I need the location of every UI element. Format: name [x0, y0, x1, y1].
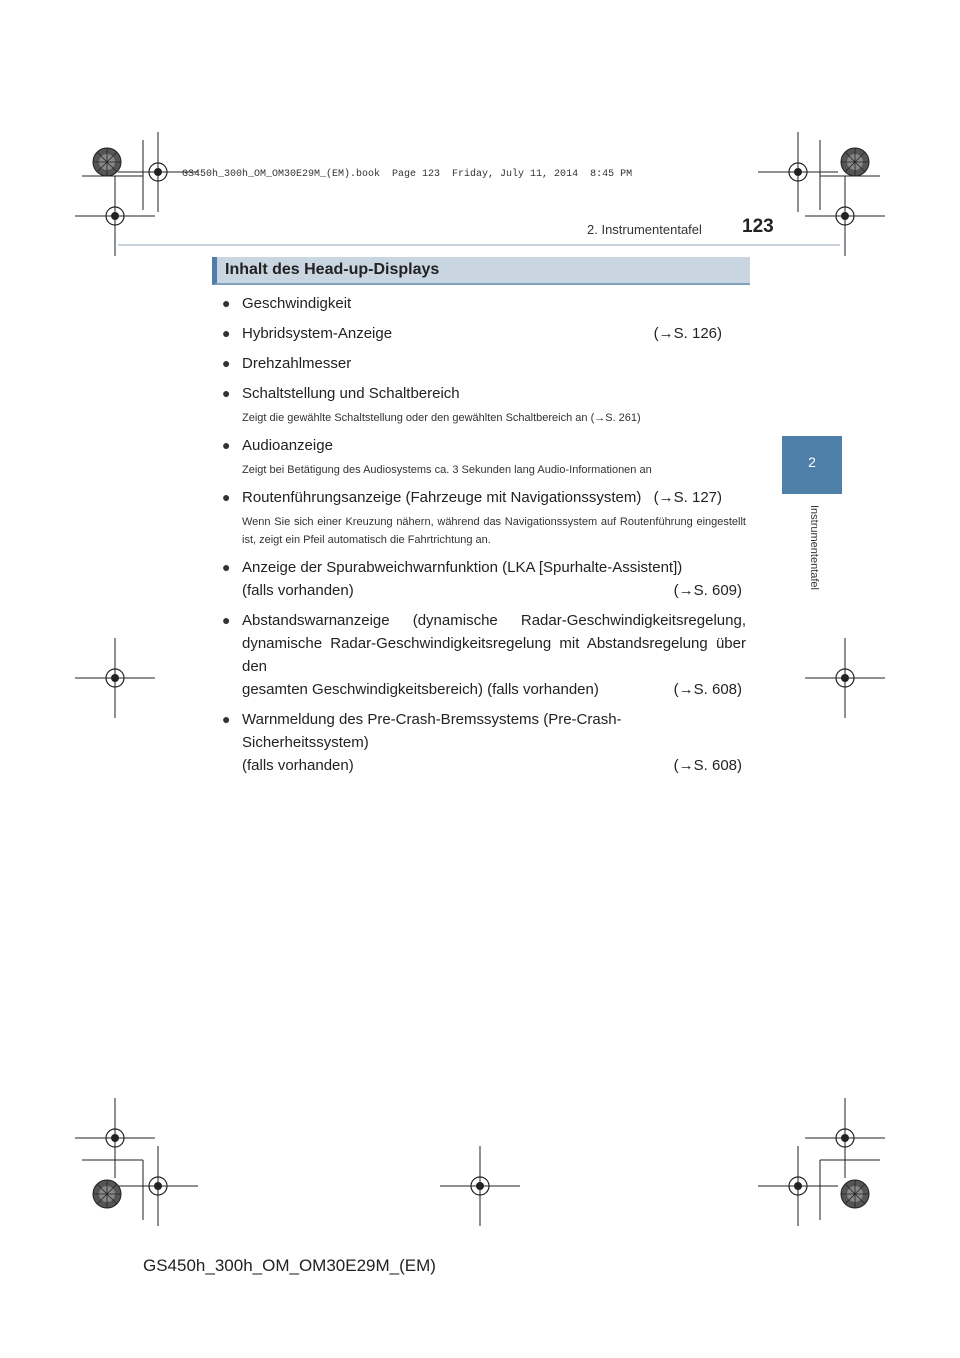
item-text: Anzeige der Spurabweichwarnfunktion (LKA [Spurhalte-Assistent]): [242, 559, 683, 576]
crosshair-icon: [758, 1146, 838, 1226]
bullet-icon: ●: [222, 612, 231, 628]
color-wheel-icon: [93, 1180, 121, 1208]
color-wheel-icon: [841, 148, 869, 176]
bullet-icon: ●: [222, 385, 231, 401]
item-text: Routenführungsanzeige (Fahrzeuge mit Navigationssystem): [242, 489, 642, 506]
color-wheel-icon: [93, 148, 121, 176]
item-text: Geschwindigkeit: [242, 295, 352, 312]
list-item: [222, 434, 746, 457]
list-item: [222, 352, 746, 375]
bullet-icon: ●: [222, 355, 231, 371]
item-text-line2: (falls vorhanden): [242, 582, 354, 599]
page-reference: (→S. 608): [673, 757, 742, 774]
list-item: [222, 556, 746, 602]
section-title: Inhalt des Head-up-Displays: [225, 261, 440, 278]
header-divider: [118, 244, 840, 246]
bullet-icon: ●: [222, 711, 231, 727]
crosshair-icon: [805, 638, 885, 718]
page-reference: (→S. 608): [673, 681, 742, 698]
crosshair-icon: [758, 132, 838, 212]
item-description: Zeigt die gewählte Schaltstellung oder den gewählten Schaltbereich an (→S. 261): [242, 412, 641, 424]
item-text: Warnmeldung des Pre-Crash-Bremssystems (Pre-Crash-Sicherheitssystem): [242, 711, 622, 751]
page-reference: (→S. 609): [673, 582, 742, 599]
item-text-line2: gesamten Geschwindigkeitsbereich) (falls vorhanden): [242, 681, 599, 698]
list-item: [222, 322, 746, 345]
item-text: Hybridsystem-Anzeige: [242, 325, 393, 342]
crosshair-icon: [440, 1146, 520, 1226]
item-text: Schaltstellung und Schaltbereich: [242, 385, 460, 402]
item-text: Drehzahlmesser: [242, 355, 352, 372]
chapter-title: 2. Instrumententafel: [587, 222, 702, 237]
page-reference: (→S. 126): [653, 325, 722, 342]
item-text-line2: (falls vorhanden): [242, 757, 354, 774]
footer-code: GS450h_300h_OM_OM30E29M_(EM): [143, 1256, 436, 1275]
chapter-tab-label: Instrumententafel: [808, 505, 820, 590]
list-item: [222, 292, 746, 315]
crosshair-icon: [118, 1146, 198, 1226]
bullet-icon: ●: [222, 437, 231, 453]
list-item: [222, 708, 746, 777]
crosshair-icon: [75, 638, 155, 718]
item-description: Wenn Sie sich einer Kreuzung nähern, während das Navigationssystem auf Routenführung eingestellt ist, zeigt ein Pfeil automatisch die Fahrtrichtung an.: [242, 516, 746, 546]
bullet-icon: ●: [222, 489, 231, 505]
item-list: [222, 292, 746, 777]
bullet-icon: ●: [222, 325, 231, 341]
bullet-icon: ●: [222, 559, 231, 575]
list-item: [222, 486, 746, 509]
item-text: Abstandswarnanzeige (dynamische Radar-Geschwindigkeitsregelung, dynamische Radar-Geschwindigkeitsregelung mit Abstandsregelung über den: [242, 612, 746, 675]
list-item: [222, 609, 746, 701]
crosshair-icon: [805, 1098, 885, 1178]
page-reference: (→S. 127): [653, 489, 722, 506]
chapter-tab: 2: [782, 436, 842, 494]
book-info: GS450h_300h_OM_OM30E29M_(EM).book Page 123 Friday, July 11, 2014 8:45 PM: [182, 169, 633, 180]
item-description: Zeigt bei Betätigung des Audiosystems ca. 3 Sekunden lang Audio-Informationen an: [242, 464, 652, 476]
bullet-icon: ●: [222, 295, 231, 311]
list-item: [222, 382, 746, 405]
color-wheel-icon: [841, 1180, 869, 1208]
item-text: Audioanzeige: [242, 437, 333, 454]
page-number: 123: [742, 216, 774, 237]
section-header: [212, 257, 750, 285]
